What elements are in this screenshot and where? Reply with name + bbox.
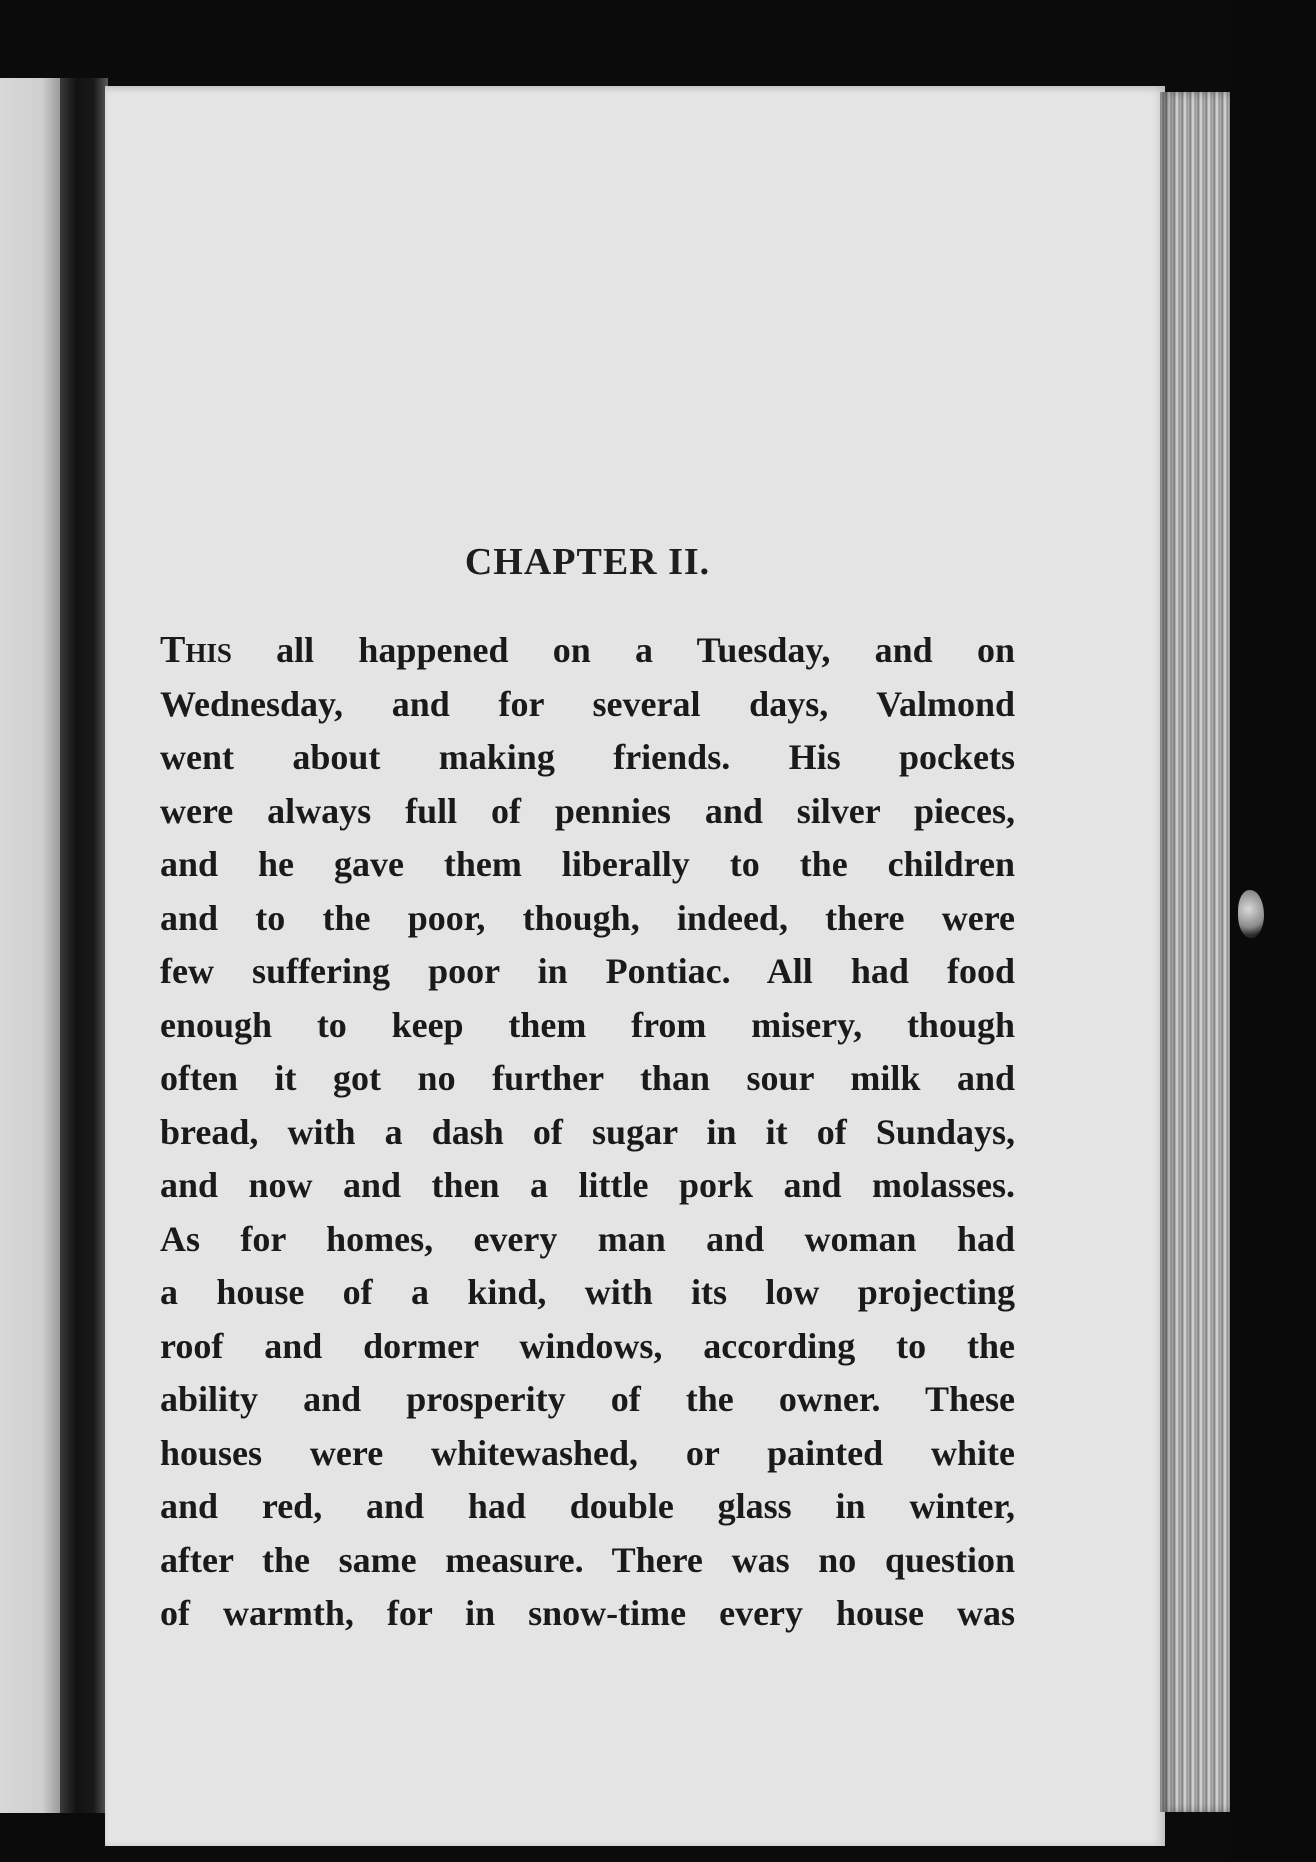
page-text xyxy=(160,540,1015,1641)
book-gutter xyxy=(60,78,108,1813)
paragraph-line: As for homes, every man and woman had xyxy=(160,1218,1015,1259)
chapter-paragraph xyxy=(160,624,1015,1641)
paragraph-line: of warmth, for in snow-time every house was xyxy=(160,1593,1015,1633)
paragraph-line: a house of a kind, with its low projecting xyxy=(160,1272,1015,1312)
paragraph-line: Wednesday, and for several days, Valmond xyxy=(160,683,1015,724)
paragraph-line: and he gave them liberally to the children xyxy=(160,844,1015,884)
facing-page-edge xyxy=(0,78,60,1813)
paragraph-line: This all happened on a Tuesday, and on xyxy=(160,629,1015,671)
chapter-heading: CHAPTER II. xyxy=(464,541,711,583)
paragraph-line: were always full of pennies and silver pieces, xyxy=(160,790,1015,831)
paragraph-line: houses were whitewashed, or painted white xyxy=(160,1432,1015,1473)
paragraph-line: few suffering poor in Pontiac. All had food xyxy=(160,951,1015,991)
paragraph-line: and now and then a little pork and molasses. xyxy=(160,1165,1015,1205)
paragraph-line: and to the poor, though, indeed, there were xyxy=(160,897,1015,938)
page-fore-edge xyxy=(1160,92,1230,1812)
lead-word: This xyxy=(160,629,232,671)
scan-blot xyxy=(1238,890,1264,938)
paragraph-line: roof and dormer windows, according to the xyxy=(160,1325,1015,1366)
paragraph-line: after the same measure. There was no question xyxy=(160,1539,1015,1580)
paragraph-line: and red, and had double glass in winter, xyxy=(160,1486,1015,1526)
paragraph-line: ability and prosperity of the owner. These xyxy=(160,1379,1015,1419)
paragraph-line: often it got no further than sour milk and xyxy=(160,1058,1015,1098)
paragraph-line: went about making friends. His pockets xyxy=(160,737,1015,777)
paragraph-line: bread, with a dash of sugar in it of Sundays, xyxy=(160,1111,1015,1152)
paragraph-line: enough to keep them from misery, though xyxy=(160,1004,1015,1045)
